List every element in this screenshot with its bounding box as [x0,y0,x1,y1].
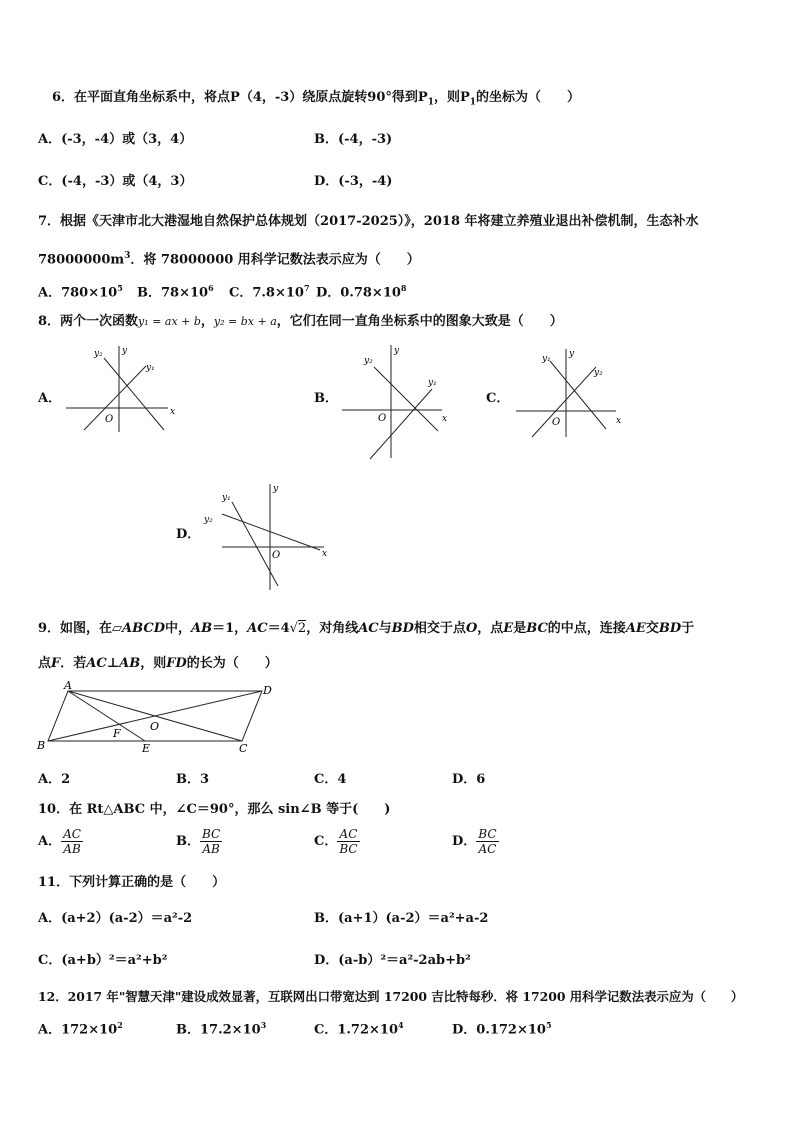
point-d-label: D [263,684,272,697]
point-e-label: E [142,742,151,755]
q9-abcd: ABCD [122,621,165,636]
q7-option-d-exp: 8 [400,283,407,293]
q8-f2: y₂ = bx + a [213,315,277,328]
q12-option-b[interactable] [176,1021,266,1036]
q12-option-b-exp: 3 [260,1020,267,1030]
q10-option-a-fraction [61,827,83,856]
q6-stem-end: 的坐标为（ ） [476,90,581,105]
point-b-label: B [37,739,46,752]
q10-d-den: AC [478,842,497,856]
point-a-label: A [64,679,72,692]
q12-option-d-text: D．0.172×10 [452,1022,546,1038]
q10-option-d-label: D． [452,834,477,849]
q12-option-a[interactable] [38,1021,123,1036]
q9-fd: FD [166,656,187,671]
q12-option-a-text: A．172×10 [38,1022,118,1038]
q12-option-d-exp: 5 [545,1020,552,1030]
q8-graph-a [60,342,180,434]
q10-option-d-fraction [476,827,498,856]
q8-sep: ， [200,314,214,329]
q8-graph-b [338,343,458,461]
q12-option-c[interactable] [314,1021,404,1036]
point-f-label: F [113,727,121,740]
q9-stem-line1 [38,622,694,635]
q9-t8: ，点 [477,621,504,636]
q10-c-den: BC [339,842,358,856]
q9-option-b[interactable]: B．3 [176,772,210,787]
q6-stem-mid: ，则P [433,90,470,105]
q8-f1: y₁ = ax + b [138,315,201,328]
q9-option-c[interactable]: C．4 [314,772,347,787]
q7-volume: 78000000m [38,252,125,268]
q9-t9: 是 [513,621,527,636]
q7-stem-line2 [38,252,420,266]
q8-option-a[interactable]: A． [38,391,62,406]
q11-option-d[interactable]: D．(a-b）²＝a²-2ab+b² [314,953,471,968]
graph-c-x-label: x [616,416,622,426]
q10-b-den: AB [202,842,220,856]
q7-option-b[interactable] [137,284,214,299]
q10-c-num: AC [337,827,359,842]
graph-c-y2-label: y₂ [594,368,603,378]
q9-t11: 交 [645,621,659,636]
q10-option-c-fraction [337,827,359,856]
q8-graph-d [200,482,335,592]
q7-stem-rest: ．将 78000000 用科学记数法表示应为（ ） [130,252,420,268]
graph-d-y-label: y [273,484,279,494]
q9-t13: 点 [38,656,52,671]
q9-t4: ＝4 [267,621,290,636]
q9-stem-line2 [38,657,278,670]
q10-option-b-label: B． [176,834,200,849]
q6-option-c[interactable]: C．(-4，-3）或（4，3） [38,174,193,189]
q9-ac2: AC [358,621,379,636]
q8-stem-b: ，它们在同一直角坐标系中的图象大致是（ ） [276,314,563,329]
q10-option-d[interactable] [452,827,499,856]
q9-sqrt-icon: √ [289,621,298,636]
graph-a-x-label: x [170,407,176,417]
q9-ab: AB [191,621,213,636]
q11-option-c[interactable]: C．(a+b）²＝a²+b² [38,953,168,968]
graph-d-line-y2 [222,514,320,550]
graph-b-x-label: x [442,414,448,424]
q10-stem: 10．在 Rt△ABC 中，∠C＝90°，那么 sin∠B 等于( ) [38,802,391,817]
q10-b-num: BC [202,827,221,841]
q7-option-b-text: B．78×10 [137,285,209,301]
q12-option-c-text: C．1.72×10 [314,1022,398,1038]
graph-c-origin-label: O [552,417,561,428]
q7-option-b-exp: 6 [208,283,214,293]
q11-stem: 11．下列计算正确的是（ ） [38,875,226,890]
graph-d-y1-label: y₁ [222,493,231,503]
q6-sub1: 1 [427,97,434,108]
q7-option-c-text: C．7.8×10 [229,285,304,301]
q6-stem-text: 6．在平面直角坐标系中，将点P（4，-3）绕原点旋转90°得到P [52,90,428,105]
graph-a-y-label: y [122,346,128,356]
graph-a-y2-label: y₂ [94,349,103,359]
graph-d-y2-label: y₂ [204,515,213,525]
q9-t10: 的中点，连接 [547,621,626,636]
graph-d-line-y1 [232,502,281,586]
q10-option-a-label: A． [38,834,62,849]
q8-stem [38,315,563,328]
q6-sub2: 1 [469,97,476,108]
q10-option-c[interactable] [314,827,360,856]
q6-option-a[interactable]: A．(-3，-4）或（3，4） [38,132,193,147]
q9-ac: AC [247,621,268,636]
q10-option-a[interactable] [38,827,83,856]
q12-stem: 12．2017 年"智慧天津"建设成效显著，互联网出口带宽达到 17200 吉比特每秒．将 17200 用科学记数法表示应为（ ） [38,989,744,1004]
q9-cond: AC⊥AB [86,656,141,671]
q9-bc: BC [526,621,548,636]
q8-option-c[interactable]: C． [486,391,510,406]
q9-f: F [51,656,61,671]
graph-a-origin-label: O [105,414,114,425]
q8-option-d[interactable]: D． [176,527,201,542]
q12-option-d[interactable] [452,1021,552,1036]
q9-t16: 的长为（ ） [186,656,278,671]
q10-a-num: AC [63,827,81,841]
q9-option-a[interactable]: A．2 [38,772,71,787]
q6-option-b[interactable]: B．(-4，-3) [314,132,393,147]
q10-option-b[interactable] [176,827,222,856]
q9-t6: 与 [378,621,392,636]
q8-graph-c [512,347,627,439]
q8-stem-a: 8．两个一次函数 [38,314,139,329]
q9-t2: 中， [164,621,191,636]
q9-bd: BD [391,621,414,636]
q7-option-d-text: D．0.78×10 [316,285,401,301]
q12-option-c-exp: 4 [398,1020,404,1030]
q7-option-a-exp: 5 [117,283,123,293]
q7-option-a[interactable] [38,284,123,299]
q9-t14: ．若 [60,656,87,671]
graph-c-y1-label: y₁ [542,354,551,364]
q8-option-b[interactable]: B． [314,391,338,406]
q11-option-b[interactable]: B．(a+1）(a-2）＝a²+a-2 [314,911,489,926]
q9-option-d[interactable]: D．6 [452,772,486,787]
graph-b-y-label: y [394,346,400,356]
graph-a-y1-label: y₁ [146,363,155,373]
q10-d-num: BC [478,827,497,841]
q9-parallelogram-figure [34,679,284,756]
q12-option-a-exp: 2 [117,1020,123,1030]
q7-option-c-exp: 7 [303,283,310,293]
point-c-label: C [239,742,248,755]
q9-sqrt-arg: 2 [297,621,307,636]
q9-t7: 相交于点 [413,621,466,636]
q6-option-d[interactable]: D．(-3，-4) [314,174,393,189]
q11-option-a[interactable]: A．(a+2）(a-2）＝a²-2 [38,911,193,926]
q9-ae: AE [625,621,646,636]
q9-e: E [503,621,514,636]
q10-option-c-label: C． [314,834,338,849]
q7-volume-exp: 3 [124,251,131,261]
graph-b-y2-label: y₂ [364,356,373,366]
graph-b-origin-label: O [378,413,387,424]
q9-t5: ，对角线 [306,621,359,636]
q9-t1: 9．如图，在▱ [38,621,123,636]
q10-a-den: AB [63,842,81,856]
point-o-label: O [150,720,160,733]
q10-option-b-fraction [200,827,222,856]
graph-d-origin-label: O [272,550,281,561]
q7-stem-line1: 7．根据《天津市北大港湿地自然保护总体规划（2017-2025）》，2018 年将建立养殖业退出补偿机制，生态补水 [38,214,699,229]
graph-b-y1-label: y₁ [428,378,437,388]
graph-d-x-label: x [322,549,328,559]
graph-c-y-label: y [569,349,575,359]
q9-bd2: BD [658,621,682,636]
q7-option-a-text: A．780×10 [38,285,118,301]
q9-t15: ，则 [140,656,167,671]
q9-t12: 于 [681,621,695,636]
graph-b-line-y1 [370,389,432,459]
q9-t3: ＝1， [212,621,248,636]
q12-option-b-text: B．17.2×10 [176,1022,261,1038]
q7-option-c[interactable] [229,284,310,299]
q9-o: O [465,621,478,636]
q7-option-d[interactable] [316,284,407,299]
q6-stem [52,91,580,108]
